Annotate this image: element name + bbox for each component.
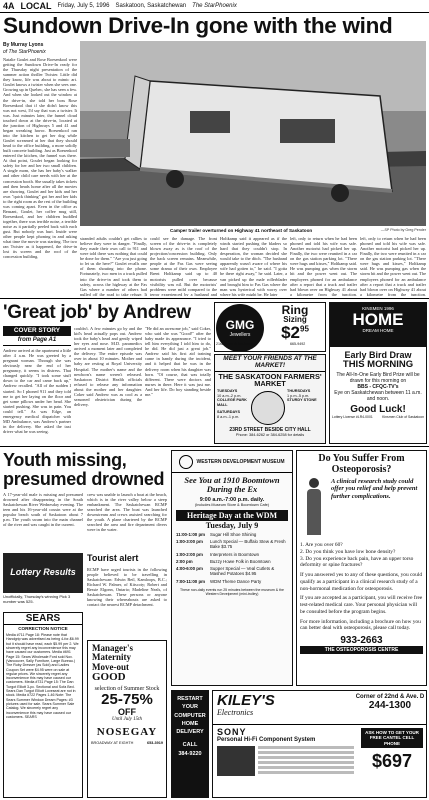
byline-name: By Murray Lyons <box>3 42 44 48</box>
event-desc: Supper Special — Veal Cutlets & Mashed Potatoes $4.95 <box>210 566 275 577</box>
osteo-para3: For more information, including a brochure on how you can better deal with osteoporosis, please call today. <box>300 618 421 632</box>
figure-image <box>300 478 328 538</box>
lottery-note: Unofficially, Thursday's winning Pick 3 number was 525. <box>3 594 71 604</box>
mmm-line-1: Manager's <box>92 643 133 653</box>
museum-footnote: These non-daily events run 25 minutes between the museum & the Western Develpment (mini-trolley) <box>180 587 284 596</box>
photo-credit: —SP Photo by Greg Pender <box>380 228 426 232</box>
osteo-title: Do You Suffer From Osteoporosis? <box>318 453 405 475</box>
lead-col-2: stranded adults couldn't get rallies to believe they were in danger. "Finally, they made their own call to 911 and were told there was nothing that could be done for them." "Are you just going to let us die here?" Goulet recalls one of them shouting into the phone. Fortunately, two men in a truck pulled into the drive-in and took them to safety, across the highway at the Fas Gas where a number of others had pulled off the road to take refuge. It <box>80 236 147 296</box>
tourist-title: Tourist alert <box>87 553 139 563</box>
osteo-para2: If you are accepted as a participant, you will receive free test-related medical care. Your personal physician will be consulted before the program begins. <box>300 595 423 615</box>
event-time: 4:00-6:00 pm <box>176 566 203 572</box>
section-name: LOCAL <box>20 1 52 11</box>
market-name: THE SASKATOON FARMERS' MARKET <box>218 371 322 389</box>
tuesdays-label: TUESDAYS <box>217 389 238 394</box>
good-luck-label: Good Luck! <box>350 403 406 415</box>
nosegay-phone: 653-3919 <box>146 740 163 745</box>
kinsmen-brand: KINSMEN 1996 <box>362 306 394 311</box>
baby-col-2: couldn't. A few minutes go by and the kid's head actually pops out. Andrew took the baby's head and gently wiped her eyes and nose. M.D. paramedics arrived a moment later and completed the delivery. The entire episode was over in about 10 minutes. Mother and baby are resting at Royal University Hospital. The mother's name and the newborn's name weren't released. Saskatoon District Health officials refused to release any information about the mother and her daughter. Coker said Andrew was as cool as a seasoned obstetrician during the delivery. <box>74 326 142 407</box>
osteo-q3: 3. Do you experience back pain, have an upper torso deformity or spine fractures? <box>300 555 414 569</box>
museum-name: WESTERN DEVELOPMENT MUSEUM <box>196 458 285 465</box>
off-label: OFF <box>118 706 136 717</box>
sears-notice <box>3 612 83 798</box>
market-logo-icon <box>251 391 285 425</box>
event-time: 1:00-3:00 pm <box>176 538 203 544</box>
sears-logo: SEARS <box>4 613 82 625</box>
cover-story-tag: COVER STORY <box>3 326 71 336</box>
market-slogan: MEET YOUR FRIENDS AT THE MARKET! <box>215 355 325 372</box>
baby-headline: 'Great job' by Andrew <box>3 302 191 323</box>
ring-phone: 665-9492 <box>290 342 306 346</box>
event-desc: Lunch Special — Buffalo Stew & Fresh Bake $3.75 <box>210 538 286 550</box>
lottery-title: Lottery Results <box>10 567 76 577</box>
summer-stock-text: selection of Summer Stock <box>94 685 160 692</box>
kinsmen-club: Kinsmen Club of Saskatoon <box>382 414 424 419</box>
boomtown-headline: See You at 1910 Boomtown During the Ex <box>184 475 280 495</box>
museum-events <box>172 530 292 588</box>
early-bird-title: Early Bird Draw <box>344 350 412 360</box>
gmg-logo: GMG <box>225 318 255 332</box>
nosegay-address: BROADWAY AT EIGHTH <box>91 740 134 745</box>
lead-byline <box>3 42 73 55</box>
event-time: 1:00-2:00 pm <box>176 551 203 557</box>
sale-until: Until July 15th <box>112 716 142 722</box>
this-morning-label: THIS MORNING <box>342 359 414 370</box>
restart-call: CALL <box>182 742 198 749</box>
baby-col-1: Andrew arrived at the apartment a little after 4 a.m. He was greeted by a pregnant woman. Through she was obviously near the end of her pregnancy, it seems in distress. That changed quickly. "I took some stuff down to the car and came back up," Andrew recalled. "All of the sudden I started. So I phoned 911 and they told me to get her laying on the floor and get some pillows under her head. She started pushing. She was in pain. You could tell." As was Edge, an emergency medical dispatcher with MD Ambulance, was Andrew's partner in the delivery. She asked the taxi driver what he was seeing. <box>3 348 71 434</box>
kileys-ad: KILEY'S Electronics Corner of 22nd & Ave. D 244-1300 SONY Personal Hi-Fi Component System ASK HOW TO GET YOUR FREE CANTEL CELL PHONE $697 <box>212 690 427 798</box>
thursdays-hours: 1 p.m.-5 p.m. <box>287 393 310 398</box>
restart-line-2: YOUR <box>182 704 198 711</box>
lead-headline: Sundown Drive-In gone with the wind <box>3 13 393 38</box>
mmm-line-2: Maternity <box>92 652 131 663</box>
museum-ad <box>171 450 293 686</box>
tuesdays-hours: 10 a.m.-2 p.m. <box>217 393 242 398</box>
osteo-q2: 2. Do you think you have low bone density? <box>300 548 396 555</box>
home-sub: DREAM HOME <box>362 328 394 333</box>
lead-col-3: could see the damage. The front screen of the drive-in is completely blown away as is the roof of the projection/concession building. Only the back screen remains. Meanwhile, people at the Fas Gas were seeing some drama of their own. Employee Brent Holtkamp said up to 40 motorists pulled over because visibility was nil. But the motorists' problems were mild compared to the terror experienced by a husband and <box>150 236 217 296</box>
nosegay-logo: NOSEGAY <box>96 725 158 738</box>
byline-org: of The StarPhoenix <box>3 48 46 55</box>
market-phone: Phone: 384-6262 or 384-6258 for details <box>235 433 305 438</box>
sears-body: Media #711 Page 18: Please note that Handgrip was advertised as being 4-for-$6.99 but it should have read, each $5.99 per 2. We sincerely regret any inconvenience this may have caused our customers. Media #691 Page 15: Sears Wholesale Ford sold Nov. (Vancouver, Sally Furniture, Large Bureau.) The Ruby Dresser (as Sold) and Ladies Coupon Set were $4.95 were on sale at regular prices. We sincerely regret any inconvenience this may have caused our customers. Media #731 Page 15: The Dan Turgot Elliott 3-pc. Sectional and Sofa Bed. Sears Dan Turgot Elliott Loveseat are not in stock. Media #722 Pages 1-46 Note: The Sears Summer Window Dream Pages: #3 pictures used for sale. Sears Summer Sale Catalog. We sincerely regret any inconvenience this may have caused our customers. SEARS <box>6 633 79 719</box>
overturned-trailer-image <box>80 41 426 226</box>
paper-name: The StarPhoenix <box>192 3 237 9</box>
osteo-phone: 933-2663 <box>340 635 383 646</box>
osteo-pitch: A clinical research study could offer you relief and help prevent further complications. <box>331 478 418 500</box>
broadcast-text: Eye on Saskatchewan between 11 a.m. and noon. <box>334 389 422 402</box>
event-time: 2:00 pm <box>176 558 193 564</box>
page-number: 4A <box>3 1 15 11</box>
heritage-day-title: Heritage Day at the WDM <box>176 510 288 521</box>
ring-address: 21st Street & 1st Avenue <box>216 342 256 346</box>
home-delivery-ad <box>171 690 209 798</box>
sturdy-stone-label: STURDY STONE <box>287 398 317 403</box>
stereo-image <box>217 746 255 776</box>
ring-price: 2 <box>290 323 301 342</box>
saturdays-label: SATURDAYS <box>217 410 240 415</box>
youth-col-2: crew was unable to launch a boat at the beach, which is in the river valley below a steep embankment. The Saskatchewan RCMP searched the area. The boat was launched downstream and crews assisted searching for the youth. A plane chartered by the RCMP searched the area and fire department divers were in the water. <box>87 492 167 533</box>
lead-col-5: left, only to return when he had been phoned and told his wife was safe. Another motorist had picked her up. Finally, the two were reunited in a car on the gas station parking lot. "There were hugs and kisses," Holtkamp said. He was pumping gas when the storm hit and the power went out. The employees phoned for an ambulance after a report that a truck and trailer had blown over on Highway 41 about a kilometre from the junction. <box>290 236 357 296</box>
youth-headline: Youth missing, presumed drowned <box>3 450 165 489</box>
kileys-phone: 244-1300 <box>368 700 412 711</box>
event-row <box>176 539 288 550</box>
ring-sizing-ad: GMG Jewellers Ring Sizing $\$2^{95}$ <box>214 302 326 352</box>
tourist-body: RCMP have urged tourists in the following people believed to be travelling in Saskatchewan: Edwin Beil, Kamloops, B.C.; Richard W. Palmer, of Kitscoty; Robert and Bessie Elgonn, Ontario; Madeline Neals, of Saskatchewan. These persons or anyone knowing their whereabouts are asked to contact the nearest RCMP detachment. <box>87 567 167 608</box>
lottery-graphic <box>3 553 83 593</box>
restart-line-1: RESTART <box>177 696 203 702</box>
home-title: HOME <box>352 310 404 329</box>
market-location: 23RD STREET BESIDE CITY HALL <box>229 427 311 434</box>
section-divider <box>0 298 429 299</box>
event-row <box>176 559 288 564</box>
college-park-label: COLLEGE PARK MALL <box>217 398 247 407</box>
event-desc: Sugar Hill Shoe Shining <box>210 531 257 537</box>
event-row <box>176 566 288 577</box>
photo-caption: Camper trailer overturned on Highway 41 northeast of Saskatoon <box>170 228 313 233</box>
lead-body: Natalie Goulet and Rose Boesenkool were getting the Sundown Drive-In ready for the Thursday night presentation of the summer action thriller Twister. Little did they know, life was about to mimic art. Goulet knows a twister when she sees one. Growing up in Quebec, she has seen a few. And when she looked out the window at the drive-in, she told her boss Rose Boesenkool that if she didn't know this was not west, I'd say that was a twister. It was. Just minutes later, the funnel cloud touched down at the drive-in, located at the junction of Highways 5 and 41 and began wreaking havoc. Boesenkool ran into the kitchen to get her dog while Goulet screamed at her that they should head to the office building, a more solidly built concrete building. Just as Boesenkool entered the kitchen, the funnel was there. At that point, Goulet began looking for safety for her and her two small children. A single mom, she has her baby's walker and other child care needs with her at the concession booth. She usually takes tickets and then heads home after all the movies are showing. Goulet and her kids and her own "quick thinking" got her and her kids to the right room as the rest of the building was coming apart. Even in the office as Beasant, Goulet, her coffee mug still, Boesenkool, and her children huddled together, there was terrible noise, a terrible noise as it partially peeled back with each gust. But nobody was hurt. Inside were other people kept phoning in and asking what time the movie was starting. The two ran Twister as it happened, the drive-in lost its screen and the roof of the concession building. <box>3 57 77 260</box>
museum-includes: (Includes Museum Store & Boomtown Cafe) <box>194 502 270 507</box>
kileys-corner: Corner of 22nd & Ave. D <box>355 694 425 700</box>
event-desc: Buzzy Howe Folk in Boomtown <box>210 558 271 564</box>
nosegay-ad: Manager's Maternity Move-out GOOD selection of Summer Stock 25-75% OFF Until July 15th NOSEGAY BROADWAY AT EIGHTH 653-3919 <box>87 640 167 798</box>
kileys-price: 697 <box>381 751 413 772</box>
osteo-q1: 1. Are you over 60? <box>300 542 343 548</box>
lead-col-4: Holtkamp said it appeared as if the winds started pushing the bladers so hard that they couldn't stop. In desperation, the woman decided she would take to the ditch. "The husband apparently wasn't aware of where his wife had gotten to," he said. "I gotta be there right away," he said. Later, a van picked up the male rollerblader and brought him to Fas Gas where the man was hysterical with worry over where his wife might be. He later <box>220 236 287 296</box>
section-divider-2 <box>0 446 429 447</box>
lead-col-6: left, only to return when he had been phoned and told his wife was safe. Another motorist had picked her up. Finally, the two were reunited in a car on the gas station parking lot. "There were hugs and kisses," Holtkamp said. He was pumping gas when the storm hit and the power went out. The employees phoned for an ambulance after a report that a truck and trailer had blown over on Highway 41 about a kilometre from the junction. <box>360 236 426 296</box>
museum-logo-icon <box>179 455 193 469</box>
storm-photo <box>80 41 426 226</box>
farmers-market-ad <box>214 354 326 444</box>
gmg-store: Jewellers <box>229 332 251 338</box>
event-row <box>176 552 288 557</box>
restart-line-5: DELIVERY <box>176 729 204 735</box>
saturdays-hours: 8 a.m.-1 p.m. <box>217 414 240 419</box>
kileys-logo: KILEY'S <box>217 692 275 709</box>
license-number: Lottery License #LR4-0001 <box>332 414 373 419</box>
baby-col-3: "He did an awesome job," said Coker, who said she was "Good!" after the baby made its appearance. "I tried to tell him everything I told him to do, he did. He did just a great job." Andrew said his first aid training came in handy during the incident, and it helped that he was in the delivery room when his daughter was born. "Of course, that was totally different. There were doctors and nurses in there. Here it was just me. And her life. Do boy standing beside me." <box>145 326 211 397</box>
event-row <box>176 532 288 537</box>
event-desc: Interpreters in Boomtown <box>210 551 260 557</box>
osteoporosis-ad <box>296 450 427 686</box>
discount-range: 25-75 <box>101 690 140 708</box>
ring-title: Ring <box>281 303 309 317</box>
prize-text: The All-In-One Early Bird Prize will be drawn for this morning on <box>336 371 420 384</box>
event-desc: WDM Theme Dance Party <box>210 578 262 584</box>
restart-phone: 384-9220 <box>178 750 202 757</box>
cfqc-label: BBS - CFQC-TV's <box>357 383 399 390</box>
kinsmen-home-ad <box>329 302 427 444</box>
sony-logo: SONY <box>217 727 247 737</box>
restart-line-3: COMPUTER <box>174 712 206 719</box>
museum-hours: 9:00 a.m.-7:00 p.m. daily. <box>199 496 265 503</box>
restart-line-4: HOME <box>181 720 199 727</box>
ring-cents: 95 <box>300 324 309 334</box>
heritage-day-date: Tuesday, July 9 <box>205 520 259 530</box>
osteo-para1: If you answered yes to any of these questions, you could qualify as a participant in a clinical research study of a non-hormonal medication for osteoporosis. <box>300 572 423 592</box>
cantel-offer: ASK HOW TO GET YOUR FREE CANTEL CELL PHONE <box>361 728 423 748</box>
mmm-line-3: Move-out <box>92 661 129 672</box>
mmm-line-4: GOOD <box>92 671 126 684</box>
event-time: 7:00-11:00 pm <box>176 578 206 584</box>
event-time: 11:00-1:00 pm <box>176 531 206 537</box>
from-page-tag: from Page A1 <box>3 337 71 346</box>
kileys-sub: Electronics <box>217 708 254 717</box>
page-header <box>0 0 429 13</box>
ring-sub: Sizing <box>283 315 307 324</box>
issue-date: Friday, July 5, 1996 <box>57 3 110 9</box>
thursdays-label: THURSDAYS <box>287 389 311 394</box>
youth-col-1: A 17-year-old male is missing and presumed drowned after disappearing in the South Saskatchewan River Wednesday evening. The teen and his 16-year-old cousin were at the popular beach south of Saskatoon about 7 p.m. The youth swam into the main channel of the river and was caught in the current. <box>3 492 83 528</box>
sony-system-label: Personal Hi-Fi Component System <box>217 737 316 743</box>
osteo-clinic: THE OSTEOPOROSIS CENTRE <box>300 646 423 654</box>
sears-subtitle: CORRECTION NOTICE <box>18 626 68 631</box>
city-line: Saskatoon, Saskatchewan <box>115 3 187 9</box>
event-row <box>176 579 288 584</box>
